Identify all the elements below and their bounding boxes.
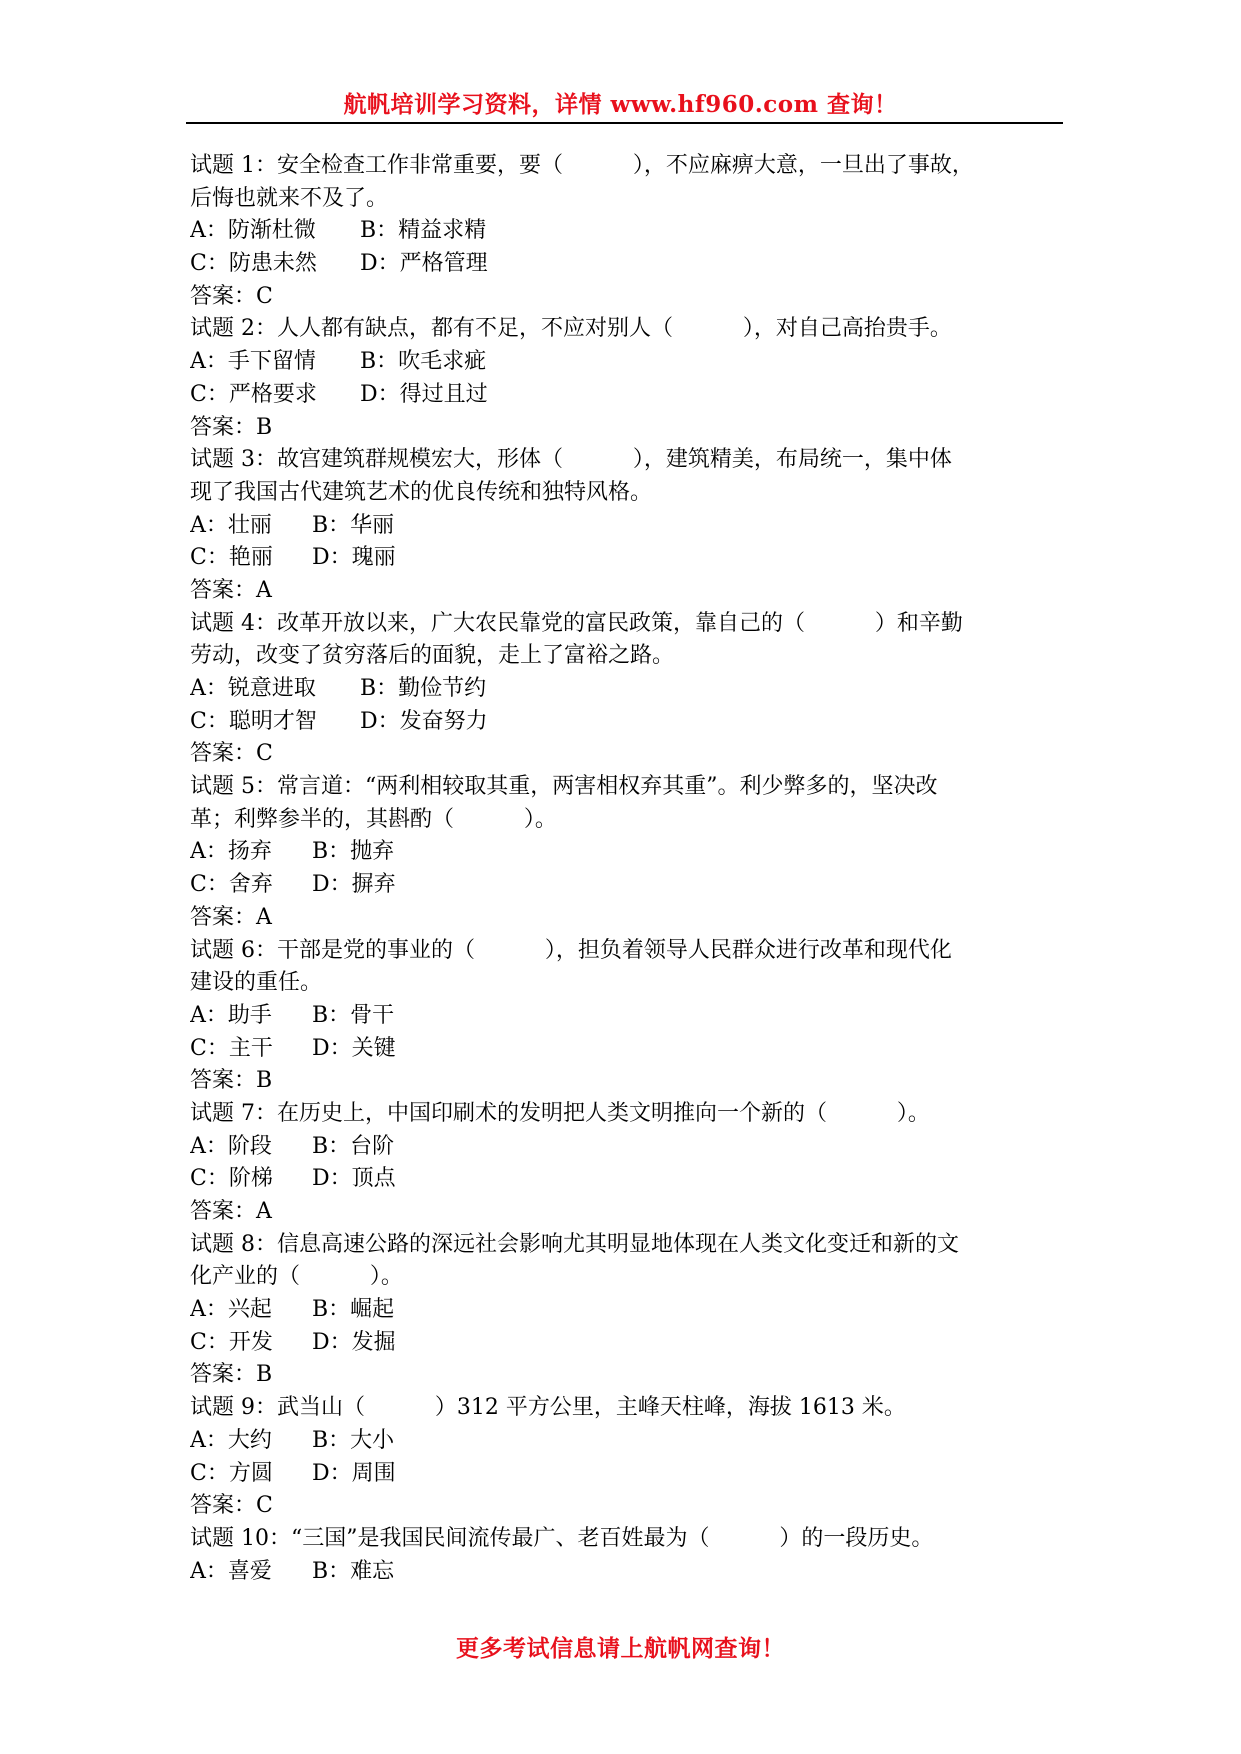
option-c: C：开发	[190, 1329, 273, 1355]
option-b: B：难忘	[312, 1558, 395, 1584]
question-block	[190, 771, 1060, 934]
question-text: 试题 5：常言道：“两利相较取其重，两害相权弃其重”。利少弊多的，坚决改	[190, 774, 938, 800]
option-d: D：关键	[312, 1035, 396, 1061]
page-header: 航帆培训学习资料，详情 www.hf960.com 查询！	[343, 91, 898, 118]
question-text: 建设的重任。	[190, 970, 323, 996]
page-footer: 更多考试信息请上航帆网查询！	[456, 1635, 785, 1662]
question-text: 试题 6：干部是党的事业的（ ），担负着领导人民群众进行改革和现代化	[190, 937, 952, 963]
question-text: 试题 2：人人都有缺点，都有不足，不应对别人（ ），对自己高抬贵手。	[190, 316, 952, 342]
question-text: 试题 4：改革开放以来，广大农民靠党的富民政策，靠自己的（ ）和辛勤	[190, 610, 963, 636]
option-b: B：华丽	[312, 512, 395, 538]
option-b: B：崛起	[312, 1297, 395, 1323]
option-d: D：发奋努力	[360, 708, 488, 734]
option-a: A：大约	[190, 1427, 272, 1453]
option-b: B：台阶	[312, 1133, 395, 1159]
option-c: C：艳丽	[190, 545, 273, 571]
option-b: B：大小	[312, 1427, 395, 1453]
option-c: C：主干	[190, 1035, 273, 1061]
question-block	[190, 1098, 1060, 1229]
option-d: D：顶点	[312, 1166, 396, 1192]
option-c: C：方圆	[190, 1460, 273, 1486]
question-block	[190, 935, 1060, 1098]
answer-line: 答案：B	[190, 1362, 273, 1388]
question-text: 劳动，改变了贫穷落后的面貌，走上了富裕之路。	[190, 643, 675, 669]
question-text: 试题 7：在历史上，中国印刷术的发明把人类文明推向一个新的（ ）。	[190, 1100, 930, 1126]
answer-line: 答案：A	[190, 1199, 272, 1224]
options-row	[190, 542, 1060, 575]
options-row	[190, 869, 1060, 902]
answer-line: 答案：C	[190, 283, 273, 309]
answer-line: 答案：B	[190, 1068, 273, 1094]
question-block	[190, 150, 1060, 313]
question-list	[190, 150, 1060, 1588]
answer-line: 答案：C	[190, 741, 273, 767]
options-row	[190, 673, 1060, 706]
question-text: 革；利弊参半的，其斟酌（ ）。	[190, 806, 557, 832]
question-block	[190, 444, 1060, 607]
option-a: A：助手	[190, 1002, 272, 1028]
answer-line: 答案：A	[190, 904, 272, 930]
option-c: C：阶梯	[190, 1166, 273, 1192]
option-a: A：兴起	[190, 1297, 272, 1323]
question-text: 化产业的（ ）。	[190, 1264, 403, 1290]
option-d: D：瑰丽	[312, 545, 396, 571]
option-d: D：摒弃	[312, 872, 396, 898]
question-text: 试题 3：故宫建筑群规模宏大，形体（ ），建筑精美，布局统一，集中体	[190, 447, 952, 473]
options-row	[190, 215, 1060, 248]
option-c: C：聪明才智	[190, 708, 317, 734]
option-b: B：精益求精	[360, 218, 487, 244]
question-block	[190, 1229, 1060, 1392]
question-text: 试题 10：“三国”是我国民间流传最广、老百姓最为（ ）的一段历史。	[190, 1525, 934, 1551]
option-a: A：锐意进取	[190, 676, 316, 701]
question-block	[190, 1523, 1060, 1588]
option-b: B：吹毛求疵	[360, 349, 487, 375]
question-block	[190, 1392, 1060, 1523]
option-b: B：骨干	[312, 1002, 395, 1028]
options-row	[190, 1000, 1060, 1033]
option-d: D：严格管理	[360, 251, 488, 277]
option-c: C：防患未然	[190, 251, 317, 277]
options-row	[190, 1294, 1060, 1327]
options-row	[190, 706, 1060, 739]
options-row	[190, 510, 1060, 543]
options-row	[190, 346, 1060, 379]
option-a: A：阶段	[190, 1133, 272, 1159]
option-a: A：扬弃	[190, 839, 272, 865]
option-a: A：手下留情	[190, 349, 316, 375]
option-d: D：发掘	[312, 1329, 396, 1355]
option-d: D：得过且过	[360, 381, 488, 407]
option-a: A：壮丽	[190, 512, 272, 538]
answer-line: 答案：A	[190, 577, 272, 603]
question-text: 后悔也就来不及了。	[190, 185, 389, 211]
option-b: B：抛弃	[312, 839, 395, 865]
options-row	[190, 1425, 1060, 1458]
question-block	[190, 313, 1060, 444]
header-divider	[186, 122, 1063, 124]
options-row	[190, 248, 1060, 281]
question-text: 试题 1：安全检查工作非常重要，要（ ），不应麻痹大意，一旦出了事故，	[190, 153, 974, 178]
options-row	[190, 1131, 1060, 1164]
options-row	[190, 836, 1060, 869]
options-row	[190, 1458, 1060, 1491]
answer-line: 答案：B	[190, 414, 273, 440]
options-row	[190, 1163, 1060, 1196]
answer-line: 答案：C	[190, 1493, 273, 1519]
options-row	[190, 1556, 1060, 1589]
option-c: C：舍弃	[190, 872, 273, 898]
options-row	[190, 1327, 1060, 1360]
options-row	[190, 379, 1060, 412]
option-a: A：喜爱	[190, 1558, 272, 1584]
option-d: D：周围	[312, 1460, 396, 1486]
options-row	[190, 1033, 1060, 1066]
option-c: C：严格要求	[190, 381, 317, 407]
option-b: B：勤俭节约	[360, 676, 487, 701]
option-a: A：防渐杜微	[190, 218, 316, 244]
question-text: 试题 8：信息高速公路的深远社会影响尤其明显地体现在人类文化变迁和新的文	[190, 1231, 959, 1257]
question-block	[190, 608, 1060, 771]
question-text: 试题 9：武当山（ ）312 平方公里，主峰天柱峰，海拔 1613 米。	[190, 1395, 906, 1421]
question-text: 现了我国古代建筑艺术的优良传统和独特风格。	[190, 479, 653, 505]
